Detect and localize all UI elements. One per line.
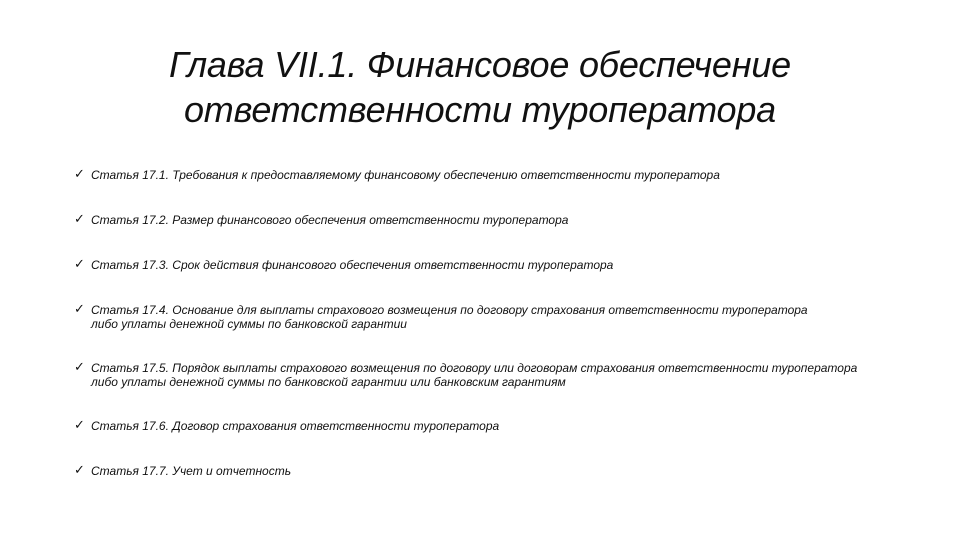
list-item-text: Статья 17.3. Срок действия финансового обеспечения ответственности туроператора (91, 258, 614, 272)
checkmark-icon: ✓ (74, 462, 85, 477)
checkmark-icon: ✓ (74, 211, 85, 226)
checkmark-icon: ✓ (74, 417, 85, 432)
list-item-text: Статья 17.4. Основание для выплаты страхового возмещения по договору страхования ответственности туроператора либо уплаты денежной суммы по банковской гарантии (91, 303, 808, 331)
checkmark-icon: ✓ (74, 301, 85, 316)
list-item (74, 361, 884, 389)
checkmark-icon: ✓ (74, 359, 85, 374)
list-item-text: Статья 17.6. Договор страхования ответственности туроператора (91, 419, 500, 433)
title-line-1: Глава VII.1. Финансовое обеспечение (169, 44, 791, 86)
list-item-text: Статья 17.7. Учет и отчетность (91, 464, 292, 478)
list-item (74, 419, 874, 433)
checkmark-icon: ✓ (74, 256, 85, 271)
list-item-text: Статья 17.5. Порядок выплаты страхового возмещения по договору или договорам страхования ответственности туроператора либо уплаты денежной суммы по банковской гарантии или банковским гарантиям (91, 361, 858, 389)
list-item-text: Статья 17.1. Требования к предоставляемому финансовому обеспечению ответственности туроператора (91, 168, 720, 182)
list-item (74, 303, 834, 331)
checkmark-icon: ✓ (74, 166, 85, 181)
list-item-text: Статья 17.2. Размер финансового обеспечения ответственности туроператора (91, 213, 569, 227)
list-item (74, 213, 874, 227)
list-item (74, 464, 874, 478)
list-item (74, 168, 874, 182)
list-item (74, 258, 874, 272)
title-line-2: ответственности туроператора (183, 89, 777, 131)
